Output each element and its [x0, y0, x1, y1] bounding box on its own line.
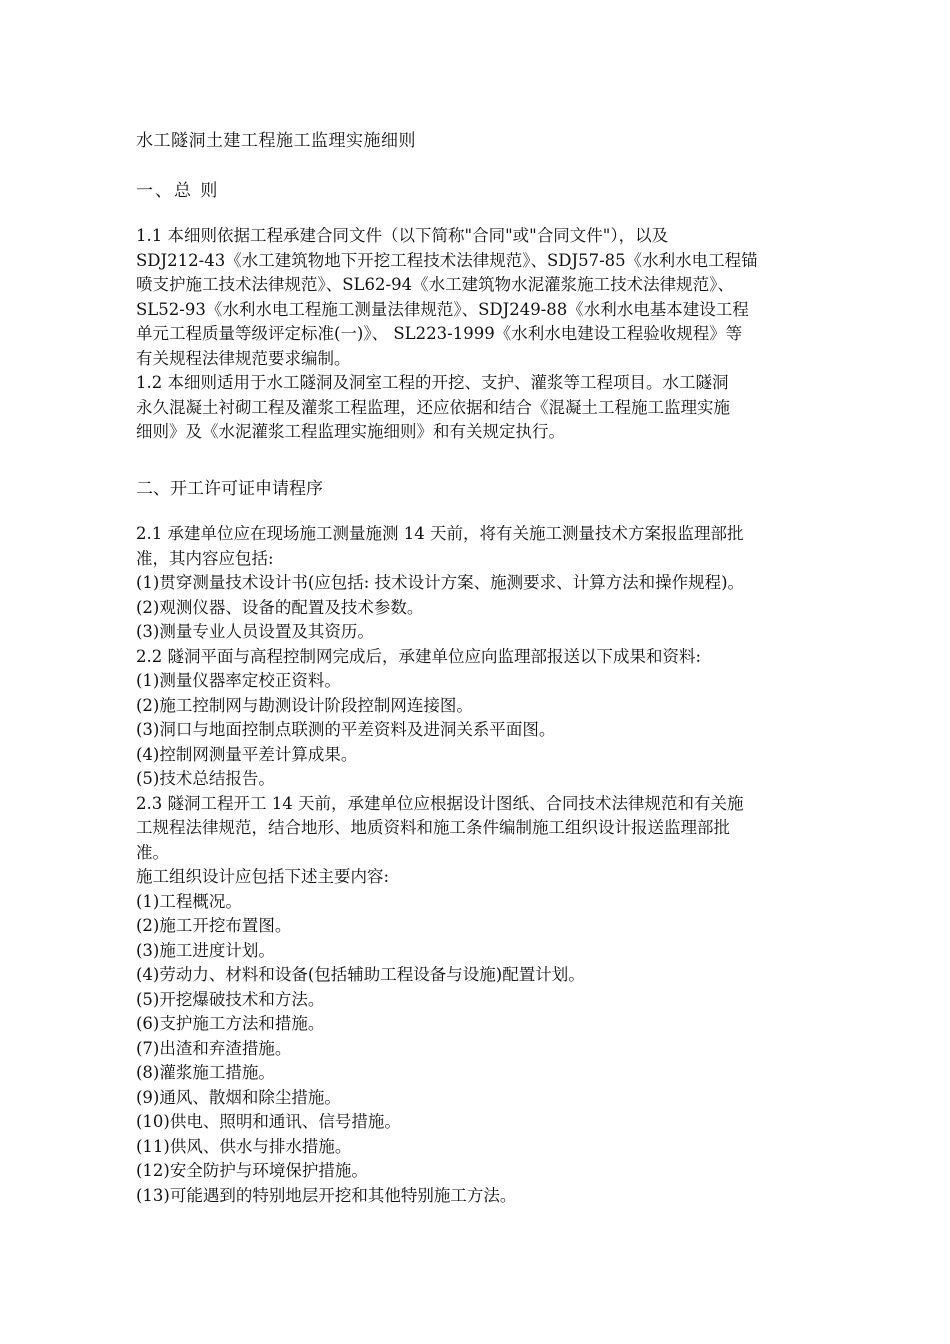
paragraph-line: 2.2 隧洞平面与高程控制网完成后，承建单位应向监理部报送以下成果和资料: [136, 646, 702, 666]
paragraph-line: SDJ212-43《水工建筑物地下开挖工程技术法律规范》、SDJ57-85《水利水电工程锚 [136, 250, 758, 270]
list-item: (1)贯穿测量技术设计书(应包括: 技术设计方案、施测要求、计算方法和操作规程)。 [136, 573, 745, 592]
list-item: (3)测量专业人员设置及其资历。 [136, 622, 374, 641]
list-item: (12)安全防护与环境保护措施。 [136, 1161, 368, 1180]
list-item: (2)施工控制网与勘测设计阶段控制网连接图。 [136, 695, 473, 715]
list-item: (7)出渣和弃渣措施。 [136, 1038, 292, 1058]
paragraph-line: 永久混凝土衬砌工程及灌浆工程监理，还应依据和结合《混凝土工程施工监理实施 [136, 397, 730, 417]
section-permit-body [136, 522, 842, 1208]
paragraph-line: 1.1 本细则依据工程承建合同文件（以下简称"合同"或"合同文件"），以及 [136, 226, 669, 245]
list-item: (10)供电、照明和通讯、信号措施。 [136, 1112, 401, 1131]
section-heading-permit: 二、开工许可证申请程序 [136, 479, 323, 499]
paragraph-line: 细则》及《水泥灌浆工程监理实施细则》和有关规定执行。 [136, 422, 565, 441]
paragraph-line: 施工组织设计应包括下述主要内容: [136, 867, 390, 886]
list-item: (5)技术总结报告。 [136, 769, 275, 788]
list-item: (4)控制网测量平差计算成果。 [136, 744, 358, 764]
paragraph-line: 单元工程质量等级评定标准(一)》、 SL223-1999《水利水电建设工程验收规程》等 [136, 324, 743, 343]
paragraph-line: 1.2 本细则适用于水工隧洞及洞室工程的开挖、支护、灌浆等工程项目。水工隧洞 [136, 373, 729, 392]
list-item: (8)灌浆施工措施。 [136, 1063, 275, 1082]
paragraph-line: 2.1 承建单位应在现场施工测量施测 14 天前，将有关施工测量技术方案报监理部批 [136, 524, 744, 543]
list-item: (13)可能遇到的特别地层开挖和其他特别施工方法。 [136, 1185, 517, 1205]
paragraph-line: 喷支护施工技术法律规范》、SL62-94《水工建筑物水泥灌浆施工技术法律规范》、 [136, 275, 734, 294]
list-item: (2)观测仪器、设备的配置及技术参数。 [136, 597, 424, 617]
paragraph-line: 工规程法律规范，结合地形、地质资料和施工条件编制施工组织设计报送监理部批 [136, 818, 730, 837]
list-item: (5)开挖爆破技术和方法。 [136, 989, 325, 1009]
list-item: (1)测量仪器率定校正资料。 [136, 671, 341, 690]
list-item: (9)通风、散烟和除尘措施。 [136, 1087, 341, 1107]
paragraph-line: 准，其内容应包括: [136, 548, 274, 568]
list-item: (2)施工开挖布置图。 [136, 916, 292, 935]
paragraph-line: SL52-93《水利水电工程施工测量法律规范》、SDJ249-88《水利水电基本建设工程 [136, 299, 749, 319]
paragraph-line: 准。 [136, 842, 169, 862]
section-heading-general: 一、总 则 [136, 181, 220, 201]
list-item: (3)施工进度计划。 [136, 940, 275, 960]
list-item: (3)洞口与地面控制点联测的平差资料及进洞关系平面图。 [136, 720, 556, 739]
list-item: (11)供风、供水与排水措施。 [136, 1136, 352, 1156]
section-general-body [136, 224, 842, 445]
list-item: (4)劳动力、材料和设备(包括辅助工程设备与设施)配置计划。 [136, 965, 585, 984]
paragraph-line: 2.3 隧洞工程开工 14 天前，承建单位应根据设计图纸、合同技术法律规范和有关施 [136, 793, 744, 813]
list-item: (1)工程概况。 [136, 891, 242, 911]
document-title: 水工隧洞土建工程施工监理实施细则 [136, 131, 416, 151]
paragraph-line: 有关规程法律规范要求编制。 [136, 348, 351, 368]
list-item: (6)支护施工方法和措施。 [136, 1014, 325, 1033]
